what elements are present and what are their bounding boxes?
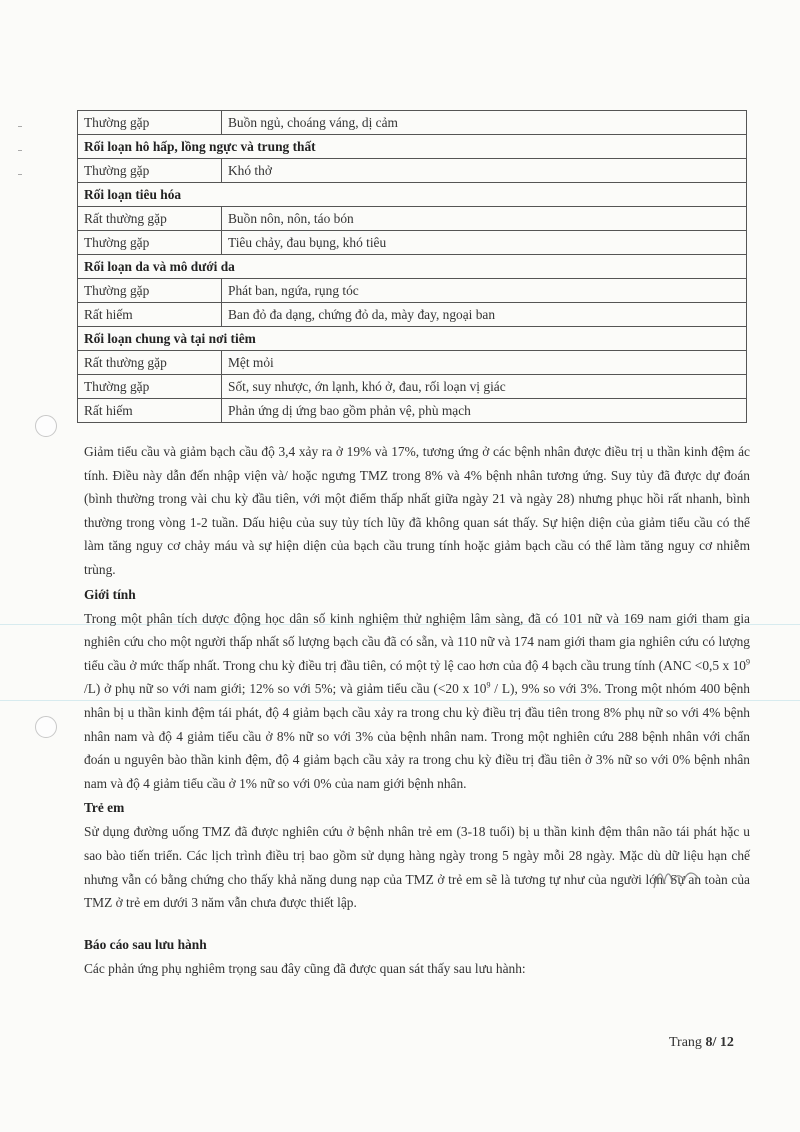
punch-hole-middle — [35, 716, 57, 738]
reaction-cell: Sốt, suy nhược, ớn lạnh, khó ở, đau, rối loạn vị giác — [222, 375, 747, 399]
table-row — [78, 303, 747, 327]
paragraph-cytopenia: Giảm tiểu cầu và giảm bạch cầu độ 3,4 xảy ra ở 19% và 17%, tương ứng ở các bệnh nhân được điều trị u thần kinh đệm ác tính. Điều này dẫn đến nhập viện và/ hoặc ngưng TMZ trong 8% và 4% bệnh nhân tương ứng. Suy tủy đã được dự đoán (bình thường trong vài chu kỳ đầu tiên, với một điểm thấp nhất giữa ngày 21 và ngày 28) nhưng phục hồi rất nhanh, bình thường trong vòng 1-2 tuần. Dấu hiệu của suy tủy tích lũy đã không quan sát thấy. Sự hiện diện của giảm tiểu cầu có thể làm tăng nguy cơ chảy máu và sự hiện diện của bạch cầu trung tính hoặc giảm bạch cầu có thể làm tăng nguy cơ nhiễm trùng. — [84, 444, 750, 577]
margin-mark — [18, 126, 22, 127]
frequency-cell: Rất hiếm — [78, 399, 222, 423]
reaction-cell: Buồn ngủ, choáng váng, dị cảm — [222, 111, 747, 135]
frequency-cell: Thường gặp — [78, 279, 222, 303]
reaction-cell: Khó thở — [222, 159, 747, 183]
frequency-cell: Rất thường gặp — [78, 207, 222, 231]
handwritten-signature — [650, 864, 710, 894]
adverse-reactions-table — [77, 110, 747, 423]
table-row — [78, 231, 747, 255]
table-category-row — [78, 183, 747, 207]
frequency-cell: Rất thường gặp — [78, 351, 222, 375]
heading-children: Trẻ em — [84, 800, 125, 816]
frequency-cell: Rất hiếm — [78, 303, 222, 327]
margin-mark — [18, 174, 22, 175]
reaction-cell: Tiêu chảy, đau bụng, khó tiêu — [222, 231, 747, 255]
document-body — [84, 440, 750, 980]
reaction-cell: Phản ứng dị ứng bao gồm phản vệ, phù mạch — [222, 399, 747, 423]
frequency-cell: Thường gặp — [78, 159, 222, 183]
table-category-row — [78, 255, 747, 279]
table-row — [78, 159, 747, 183]
category-label: Rối loạn tiêu hóa — [78, 183, 747, 207]
frequency-cell: Thường gặp — [78, 111, 222, 135]
page-number: Trang 8/ 12 — [669, 1035, 734, 1050]
table-row — [78, 279, 747, 303]
paragraph-postmarketing: Các phản ứng phụ nghiêm trọng sau đây cũng đã được quan sát thấy sau lưu hành: — [84, 960, 526, 976]
category-label: Rối loạn chung và tại nơi tiêm — [78, 327, 747, 351]
frequency-cell: Thường gặp — [78, 375, 222, 399]
reaction-cell: Buồn nôn, nôn, táo bón — [222, 207, 747, 231]
table-row — [78, 375, 747, 399]
table-row — [78, 207, 747, 231]
table-row — [78, 399, 747, 423]
reaction-cell: Mệt mỏi — [222, 351, 747, 375]
heading-gender: Giới tính — [84, 586, 136, 602]
frequency-cell: Thường gặp — [78, 231, 222, 255]
margin-mark — [18, 150, 22, 151]
paragraph-children: Sử dụng đường uống TMZ đã được nghiên cứu ở bệnh nhân trẻ em (3-18 tuổi) bị u thần kinh đệm thân não tái phát hặc u sao bào tiến triển. Các lịch trình điều trị bao gồm sử dụng hàng ngày trong 5 ngày mỗi 28 ngày. Mặc dù dữ liệu hạn chế nhưng vẫn có bằng chứng cho thấy khả năng dung nạp của TMZ ở trẻ em sẽ là tương tự như của người lớn. Sự an toàn của TMZ ở trẻ em dưới 3 năm vẫn chưa được thiết lập. — [84, 824, 750, 911]
table-category-row — [78, 327, 747, 351]
paragraph-gender: Trong một phân tích dược động học dân số kinh nghiệm thử nghiệm lâm sàng, đã có 101 nữ và 169 nam giới tham gia nghiên cứu cho một người thấp nhất số lượng bạch cầu đã có sẵn, và 110 nữ và 174 nam giới tham gia nghiên cứu có lượng tiểu cầu ở mức thấp nhất. Trong chu kỳ điều trị đầu tiên, có một tỷ lệ cao hơn của độ 4 bạch cầu trung tính (ANC <0,5 x $10^9$ /L) ở phụ nữ so với nam giới; 12% so với 5%; và giảm tiểu cầu (<20 x $10^9 / L$), 9% so với 3%. Trong một nhóm 400 bệnh nhân bị u thần kinh đệm tái phát, độ 4 giảm bạch cầu xảy ra trong chu kỳ điều trị đầu tiên trong 8% phụ nữ so với 4% bệnh nhân nam và độ 4 giảm tiểu cầu ở 8% nữ so với 3% của bệnh nhân nam. Trong một nghiên cứu 288 bệnh nhân với chẩn đoán u nguyên bào thần kinh đệm, độ 4 giảm bạch cầu xảy ra trong chu kỳ điều trị đầu tiên ở 3% nữ so với 0% bệnh nhân nam và độ 4 giảm tiểu cầu ở 1% nữ so với 0% của nam giới bệnh nhân. — [84, 610, 750, 791]
category-label: Rối loạn da và mô dưới da — [78, 255, 747, 279]
reaction-cell: Ban đỏ đa dạng, chứng đỏ da, mày đay, ngoại ban — [222, 303, 747, 327]
table-row — [78, 351, 747, 375]
heading-postmarketing: Báo cáo sau lưu hành — [84, 936, 207, 952]
table-category-row — [78, 135, 747, 159]
punch-hole-top — [35, 415, 57, 437]
reaction-cell: Phát ban, ngứa, rụng tóc — [222, 279, 747, 303]
category-label: Rối loạn hô hấp, lồng ngực và trung thất — [78, 135, 747, 159]
table-row — [78, 111, 747, 135]
